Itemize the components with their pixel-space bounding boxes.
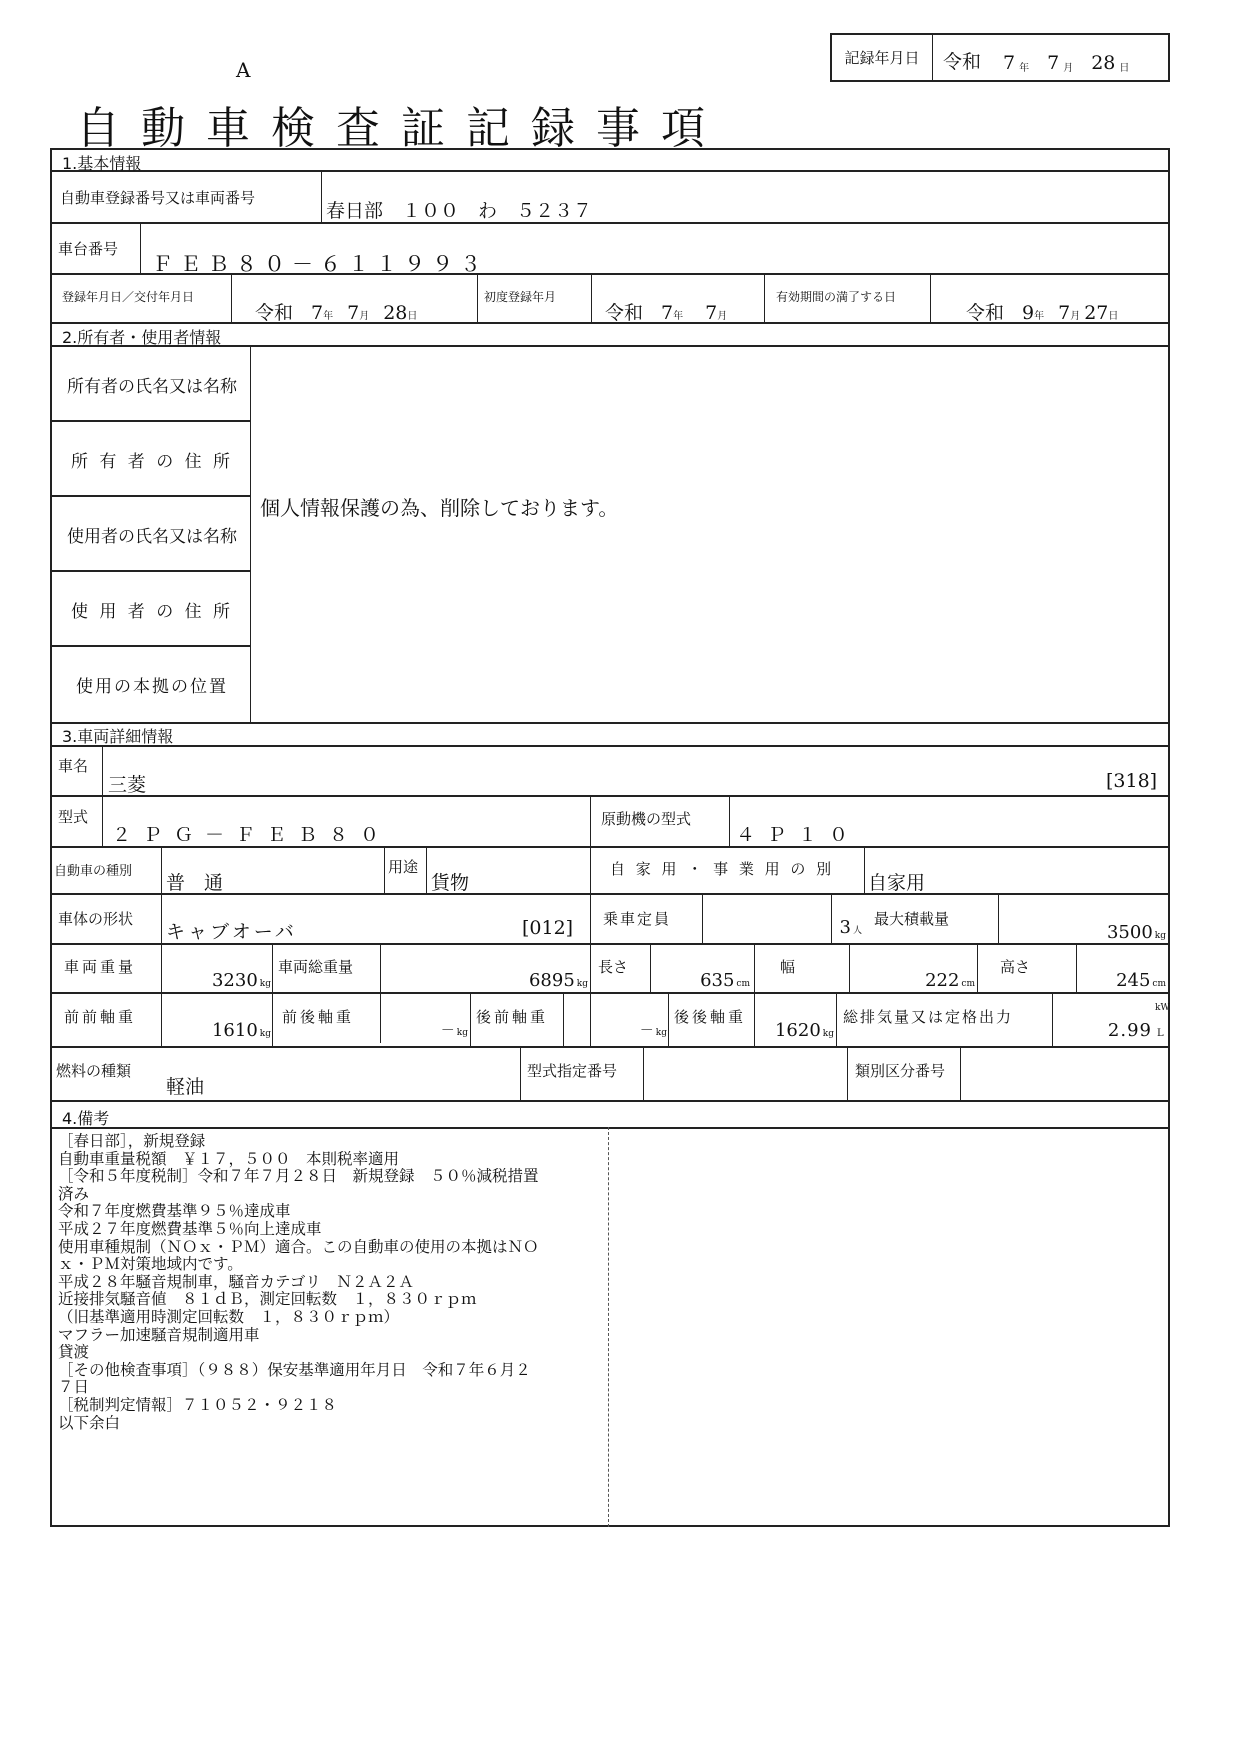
divider bbox=[590, 846, 591, 1046]
vehicle-type-label: 自動車の種別 bbox=[54, 864, 133, 879]
car-name-code: [318] bbox=[1106, 770, 1158, 792]
reg-date-month: 7 bbox=[347, 302, 360, 324]
remark-line: 近接排気騒音値 ８１ｄＢ，測定回転数 １，８３０ｒｐｍ bbox=[58, 1290, 477, 1309]
purpose-label: 用途 bbox=[388, 858, 419, 876]
unit-day: 日 bbox=[1108, 311, 1119, 322]
unit-year: 年 bbox=[323, 311, 334, 322]
section-vehicle-details-title: 3.車両詳細情報 bbox=[62, 727, 174, 746]
private-business-label: 自 家 用 ・ 事 業 用 の 別 bbox=[610, 860, 835, 878]
fr-axle-value bbox=[384, 1020, 468, 1040]
owner-name-label: 所有者の氏名又は名称 bbox=[67, 377, 237, 397]
remark-line: ［令和５年度税制］令和７年７月２８日 新規登録 ５０％減税措置 bbox=[58, 1167, 539, 1186]
unit-month: 月 bbox=[717, 311, 728, 322]
reg-date-year: 7 bbox=[311, 302, 324, 324]
remark-line: 使用車種規制（ＮＯｘ・ＰＭ）適合。この自動車の使用の本拠はＮＯ bbox=[58, 1237, 539, 1256]
privacy-note: 個人情報保護の為、削除しております。 bbox=[260, 496, 619, 520]
divider bbox=[50, 1127, 1170, 1129]
engine-model-label: 原動機の型式 bbox=[601, 810, 692, 828]
vehicle-weight-unit: kg bbox=[259, 979, 271, 989]
remark-line: ７日 bbox=[58, 1378, 90, 1397]
unit-year: 年 bbox=[1034, 311, 1045, 322]
vehicle-weight-label: 車両重量 bbox=[64, 958, 137, 976]
divider bbox=[643, 1046, 644, 1100]
max-load-value bbox=[990, 922, 1166, 943]
reg-date-label: 登録年月日／交付年月日 bbox=[62, 290, 195, 304]
engine-model-value: ４Ｐ１０ bbox=[736, 824, 861, 846]
remark-line: ［春日部］，新規登録 bbox=[58, 1132, 206, 1150]
record-date-value bbox=[933, 35, 1168, 80]
fr-axle-number: － bbox=[440, 1023, 455, 1039]
vehicle-weight-number: 3230 bbox=[211, 970, 258, 991]
unit-year: 年 bbox=[1019, 63, 1030, 74]
divider bbox=[50, 645, 250, 647]
unit-month: 月 bbox=[1063, 63, 1074, 74]
base-location-label: 使用の本拠の位置 bbox=[76, 677, 228, 697]
remark-line: ［税制判定情報］７１０５２・９２１８ bbox=[58, 1395, 338, 1414]
reg-number-label: 自動車登録番号又は車両番号 bbox=[60, 189, 256, 207]
record-date-box bbox=[830, 33, 1170, 82]
height-value bbox=[1076, 970, 1166, 991]
expiry-label: 有効期間の満了する日 bbox=[776, 290, 897, 304]
reg-date-era: 令和 bbox=[255, 302, 294, 324]
height-unit: cm bbox=[1152, 979, 1166, 989]
vehicle-weight-value bbox=[165, 970, 271, 991]
divider bbox=[729, 795, 730, 846]
width-value bbox=[849, 970, 975, 991]
divider bbox=[102, 745, 103, 795]
divider bbox=[50, 745, 1170, 747]
rr-axle-value bbox=[754, 1020, 834, 1041]
expiry-year: 9 bbox=[1022, 302, 1035, 324]
displacement-unit-l: L bbox=[1157, 1028, 1164, 1039]
divider bbox=[50, 170, 1170, 172]
expiry-month: 7 bbox=[1058, 302, 1071, 324]
record-date-label: 記録年月日 bbox=[832, 35, 933, 80]
rf-axle-number: － bbox=[639, 1023, 654, 1039]
divider bbox=[50, 795, 1170, 797]
divider bbox=[477, 273, 478, 322]
divider bbox=[384, 846, 385, 893]
record-date-month: 7 bbox=[1047, 52, 1060, 74]
vehicle-type-value: 普 通 bbox=[166, 872, 224, 894]
gross-weight-number: 6895 bbox=[528, 970, 575, 991]
owner-address-label: 所 有 者 の 住 所 bbox=[70, 452, 234, 472]
divider bbox=[590, 795, 591, 846]
record-date-year: 7 bbox=[1003, 52, 1016, 74]
divider bbox=[960, 1046, 961, 1100]
capacity-value bbox=[702, 917, 862, 938]
unit-year: 年 bbox=[673, 311, 684, 322]
expiry-value bbox=[966, 298, 1118, 325]
divider bbox=[426, 846, 427, 893]
fr-axle-unit: kg bbox=[456, 1028, 468, 1038]
length-label: 長さ bbox=[598, 958, 629, 976]
first-reg-value bbox=[605, 298, 727, 325]
divider bbox=[930, 273, 931, 322]
body-shape-value: キャブオーバ bbox=[166, 921, 297, 943]
divider bbox=[50, 1100, 1170, 1102]
divider bbox=[520, 1046, 521, 1100]
length-value bbox=[650, 970, 750, 991]
remark-line: マフラー加速騒音規制適用車 bbox=[58, 1325, 260, 1344]
divider bbox=[977, 943, 978, 993]
car-name-label: 車名 bbox=[58, 757, 89, 775]
capacity-label: 乗車定員 bbox=[603, 910, 672, 928]
reg-date-day: 28 bbox=[383, 302, 408, 324]
displacement-value: 2.99 bbox=[1107, 1020, 1152, 1041]
length-unit: cm bbox=[736, 979, 750, 989]
fuel-value: 軽油 bbox=[166, 1076, 205, 1098]
ff-axle-value bbox=[165, 1020, 271, 1041]
unit-day: 日 bbox=[1119, 63, 1130, 74]
expiry-day: 27 bbox=[1084, 302, 1109, 324]
remark-line: 貸渡 bbox=[58, 1343, 90, 1362]
section-remarks-title: 4.備考 bbox=[62, 1109, 110, 1128]
divider bbox=[50, 1046, 1170, 1048]
gross-weight-unit: kg bbox=[576, 979, 588, 989]
reg-number-value: 春日部 １００ わ ５２３７ bbox=[326, 200, 593, 222]
displacement-unit-kw: kW bbox=[1155, 1003, 1170, 1013]
width-label: 幅 bbox=[780, 958, 796, 976]
displacement-label: 総排気量又は定格出力 bbox=[843, 1008, 1014, 1026]
rr-axle-label: 後後軸重 bbox=[674, 1008, 747, 1026]
max-load-label: 最大積載量 bbox=[874, 910, 950, 928]
gross-weight-value bbox=[384, 970, 588, 991]
divider bbox=[161, 846, 162, 1046]
type-designation-label: 型式指定番号 bbox=[527, 1062, 618, 1080]
expiry-era: 令和 bbox=[966, 302, 1005, 324]
first-reg-label: 初度登録年月 bbox=[484, 290, 557, 304]
divider bbox=[272, 943, 273, 1046]
rf-axle-value bbox=[563, 1020, 667, 1040]
divider bbox=[50, 222, 1170, 224]
max-load-unit: kg bbox=[1154, 931, 1166, 941]
remark-line: 平成２８年騒音規制車，騒音カテゴリ Ｎ２Ａ２Ａ bbox=[58, 1272, 414, 1291]
body-shape-code: [012] bbox=[522, 917, 574, 939]
divider bbox=[50, 420, 250, 422]
rf-axle-label: 後前軸重 bbox=[476, 1008, 549, 1026]
divider bbox=[836, 992, 837, 1046]
divider bbox=[847, 1046, 848, 1100]
divider bbox=[50, 992, 1170, 994]
reg-date-value bbox=[255, 298, 417, 325]
capacity-number: 3 bbox=[839, 917, 851, 938]
divider bbox=[591, 273, 592, 322]
remark-line: 自動車重量税額 ￥１７，５００ 本則税率適用 bbox=[58, 1149, 400, 1168]
remark-line: 以下余白 bbox=[58, 1413, 121, 1432]
divider bbox=[50, 570, 250, 572]
remark-line: 済み bbox=[58, 1184, 90, 1203]
divider bbox=[321, 170, 322, 222]
unit-day: 日 bbox=[407, 311, 418, 322]
max-load-number: 3500 bbox=[1106, 922, 1153, 943]
model-label: 型式 bbox=[58, 808, 89, 826]
divider bbox=[470, 992, 471, 1046]
user-name-label: 使用者の氏名又は名称 bbox=[67, 527, 237, 547]
car-name-value: 三菱 bbox=[108, 774, 147, 796]
chassis-number-value: ＦＥＢ８０－６１１９９３ bbox=[152, 252, 488, 276]
section-basic-info-title: 1.基本情報 bbox=[62, 154, 142, 173]
chassis-number-label: 車台番号 bbox=[58, 240, 119, 258]
width-number: 222 bbox=[925, 970, 960, 991]
purpose-value: 貨物 bbox=[431, 872, 470, 894]
divider bbox=[231, 273, 232, 322]
height-number: 245 bbox=[1116, 970, 1151, 991]
divider bbox=[140, 222, 141, 273]
rr-axle-number: 1620 bbox=[774, 1020, 821, 1041]
fuel-label: 燃料の種類 bbox=[56, 1062, 132, 1080]
unit-month: 月 bbox=[359, 311, 370, 322]
user-address-label: 使 用 者 の 住 所 bbox=[70, 602, 234, 622]
ff-axle-number: 1610 bbox=[211, 1020, 258, 1041]
remark-line: 令和７年度燃費基準９５％達成車 bbox=[58, 1202, 291, 1221]
ff-axle-unit: kg bbox=[259, 1029, 271, 1039]
remarks-text bbox=[58, 1133, 614, 1432]
divider bbox=[668, 992, 669, 1046]
divider bbox=[50, 495, 250, 497]
length-number: 635 bbox=[700, 970, 735, 991]
document-title: 自動車検査証記録事項 bbox=[76, 103, 726, 154]
height-label: 高さ bbox=[1000, 958, 1031, 976]
remark-line: （旧基準適用時測定回転数 １，８３０ｒｐｍ） bbox=[58, 1307, 400, 1326]
body-shape-label: 車体の形状 bbox=[58, 910, 134, 928]
divider bbox=[380, 943, 381, 1043]
width-unit: cm bbox=[961, 979, 975, 989]
section-owner-user-title: 2.所有者・使用者情報 bbox=[62, 328, 222, 347]
unit-month: 月 bbox=[1070, 311, 1081, 322]
fr-axle-label: 前後軸重 bbox=[282, 1008, 355, 1026]
remark-line: ｘ・ＰＭ対策地域内です。 bbox=[58, 1255, 243, 1274]
divider bbox=[764, 273, 765, 322]
rr-axle-unit: kg bbox=[822, 1029, 834, 1039]
category-number-label: 類別区分番号 bbox=[855, 1062, 946, 1080]
divider bbox=[50, 722, 1170, 724]
form-mark: A bbox=[236, 58, 251, 82]
remark-line: 平成２７年度燃費基準５％向上達成車 bbox=[58, 1219, 322, 1238]
divider bbox=[864, 846, 865, 893]
rf-axle-unit: kg bbox=[655, 1028, 667, 1038]
model-value: ２ＰＧ－ＦＥＢ８０ bbox=[112, 824, 392, 846]
capacity-unit: 人 bbox=[852, 926, 862, 936]
record-date-era: 令和 bbox=[943, 51, 982, 73]
record-date-day: 28 bbox=[1091, 52, 1116, 74]
ff-axle-label: 前前軸重 bbox=[64, 1008, 137, 1026]
first-reg-month: 7 bbox=[705, 302, 718, 324]
remark-line: ［その他検査事項］（９８８）保安基準適用年月日 令和７年６月２ bbox=[58, 1360, 531, 1379]
gross-weight-label: 車両総重量 bbox=[278, 958, 354, 976]
divider bbox=[102, 795, 103, 846]
first-reg-year: 7 bbox=[661, 302, 674, 324]
first-reg-era: 令和 bbox=[605, 302, 644, 324]
private-business-value: 自家用 bbox=[868, 872, 926, 894]
